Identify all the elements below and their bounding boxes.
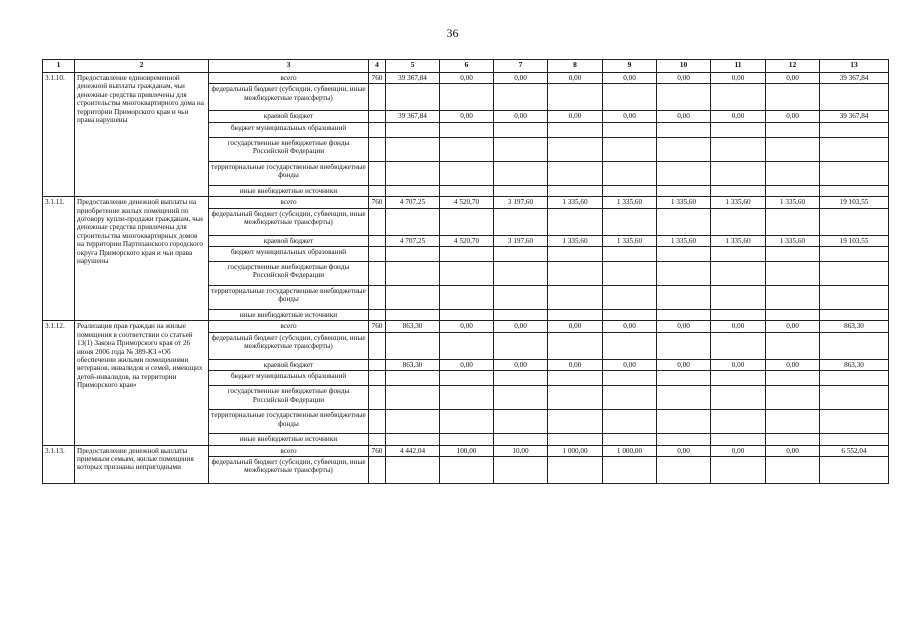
amount-cell	[494, 286, 548, 310]
header-cell: 13	[820, 60, 889, 73]
budget-code	[369, 84, 386, 111]
amount-cell	[766, 161, 820, 185]
item-code: 3.1.10.	[43, 73, 75, 197]
amount-cell	[766, 410, 820, 434]
funding-source: территориальные государственные внебюджетные фонды	[209, 286, 369, 310]
amount-cell	[603, 122, 657, 137]
table-row	[43, 197, 889, 208]
item-code: 3.1.12.	[43, 321, 75, 445]
amount-cell: 1 335,60	[711, 235, 766, 246]
amount-cell	[440, 161, 494, 185]
amount-cell: 863,30	[820, 321, 889, 332]
amount-cell	[603, 286, 657, 310]
amount-cell: 0,00	[548, 321, 603, 332]
item-name: Реализация прав граждан на жилые помещения в соответствии со статьей 13(1) Закона Приморского края от 26 июня 2006 года № 389-КЗ «Об обеспечении жилыми помещениями ветеранов, инвалидов и семей, имеющих детей-инвалидов, на территории Приморского края»	[75, 321, 209, 445]
amount-cell	[766, 247, 820, 262]
funding-source: бюджет муниципальных образований	[209, 371, 369, 386]
funding-source: краевой бюджет	[209, 235, 369, 246]
amount-cell: 0,00	[657, 111, 711, 122]
amount-cell: 4 707,25	[386, 197, 440, 208]
amount-cell: 0,00	[440, 111, 494, 122]
amount-cell	[603, 410, 657, 434]
amount-cell	[657, 434, 711, 445]
amount-cell	[603, 262, 657, 286]
amount-cell: 4 520,70	[440, 197, 494, 208]
amount-cell	[548, 332, 603, 359]
funding-source: территориальные государственные внебюджетные фонды	[209, 161, 369, 185]
amount-cell: 19 103,55	[820, 197, 889, 208]
amount-cell	[494, 457, 548, 484]
amount-cell	[603, 386, 657, 410]
budget-code	[369, 235, 386, 246]
amount-cell	[440, 386, 494, 410]
amount-cell	[711, 332, 766, 359]
amount-cell: 0,00	[766, 111, 820, 122]
amount-cell	[494, 208, 548, 235]
amount-cell: 0,00	[548, 73, 603, 84]
amount-cell	[820, 457, 889, 484]
funding-source: всего	[209, 197, 369, 208]
amount-cell: 0,00	[603, 321, 657, 332]
amount-cell: 1 000,00	[603, 445, 657, 456]
budget-code: 760	[369, 321, 386, 332]
budget-code	[369, 359, 386, 370]
amount-cell	[820, 247, 889, 262]
item-code: 3.1.11.	[43, 197, 75, 321]
funding-source: федеральный бюджет (субсидии, субвенции, иные межбюджетные трансферты)	[209, 208, 369, 235]
amount-cell: 0,00	[548, 359, 603, 370]
amount-cell: 0,00	[440, 321, 494, 332]
table-body	[43, 73, 889, 484]
amount-cell	[603, 332, 657, 359]
amount-cell	[548, 386, 603, 410]
amount-cell	[820, 371, 889, 386]
funding-source: бюджет муниципальных образований	[209, 122, 369, 137]
amount-cell	[386, 247, 440, 262]
amount-cell	[440, 122, 494, 137]
amount-cell	[440, 410, 494, 434]
amount-cell	[820, 84, 889, 111]
amount-cell: 1 335,60	[548, 197, 603, 208]
amount-cell	[494, 434, 548, 445]
amount-cell: 1 335,60	[603, 197, 657, 208]
amount-cell	[603, 247, 657, 262]
amount-cell	[548, 161, 603, 185]
amount-cell	[440, 84, 494, 111]
amount-cell	[494, 332, 548, 359]
amount-cell: 0,00	[494, 359, 548, 370]
header-cell: 12	[766, 60, 820, 73]
amount-cell	[548, 185, 603, 196]
funding-source: иные внебюджетные источники	[209, 434, 369, 445]
amount-cell	[494, 386, 548, 410]
amount-cell: 0,00	[711, 445, 766, 456]
amount-cell: 863,30	[820, 359, 889, 370]
amount-cell	[494, 122, 548, 137]
funding-source: государственные внебюджетные фонды Российской Федерации	[209, 386, 369, 410]
amount-cell: 3 197,60	[494, 197, 548, 208]
amount-cell	[766, 185, 820, 196]
amount-cell: 0,00	[494, 73, 548, 84]
budget-code: 760	[369, 445, 386, 456]
funding-source: бюджет муниципальных образований	[209, 247, 369, 262]
funding-source: всего	[209, 445, 369, 456]
amount-cell	[386, 286, 440, 310]
amount-cell: 4 520,70	[440, 235, 494, 246]
header-cell: 10	[657, 60, 711, 73]
budget-code	[369, 286, 386, 310]
amount-cell	[820, 122, 889, 137]
amount-cell	[440, 332, 494, 359]
funding-source: федеральный бюджет (субсидии, субвенции, иные межбюджетные трансферты)	[209, 84, 369, 111]
header-cell: 2	[75, 60, 209, 73]
header-cell: 1	[43, 60, 75, 73]
funding-source: государственные внебюджетные фонды Российской Федерации	[209, 262, 369, 286]
funding-source: краевой бюджет	[209, 111, 369, 122]
amount-cell	[494, 137, 548, 161]
amount-cell: 0,00	[711, 111, 766, 122]
amount-cell: 0,00	[766, 445, 820, 456]
amount-cell: 863,30	[386, 321, 440, 332]
amount-cell	[386, 457, 440, 484]
amount-cell	[820, 262, 889, 286]
amount-cell	[494, 262, 548, 286]
amount-cell	[386, 386, 440, 410]
amount-cell	[603, 84, 657, 111]
funding-source: федеральный бюджет (субсидии, субвенции, иные межбюджетные трансферты)	[209, 332, 369, 359]
amount-cell	[603, 434, 657, 445]
amount-cell: 39 367,84	[820, 73, 889, 84]
amount-cell	[548, 84, 603, 111]
amount-cell	[711, 310, 766, 321]
amount-cell: 0,00	[603, 111, 657, 122]
amount-cell	[440, 434, 494, 445]
amount-cell	[548, 286, 603, 310]
amount-cell	[386, 137, 440, 161]
amount-cell	[386, 371, 440, 386]
amount-cell: 4 707,25	[386, 235, 440, 246]
budget-code	[369, 247, 386, 262]
amount-cell: 1 335,60	[603, 235, 657, 246]
amount-cell	[766, 84, 820, 111]
amount-cell: 863,30	[386, 359, 440, 370]
amount-cell: 0,00	[494, 111, 548, 122]
amount-cell: 0,00	[766, 321, 820, 332]
amount-cell: 6 552,04	[820, 445, 889, 456]
amount-cell	[820, 137, 889, 161]
amount-cell	[820, 208, 889, 235]
amount-cell	[386, 84, 440, 111]
amount-cell	[711, 410, 766, 434]
amount-cell	[711, 286, 766, 310]
budget-code	[369, 262, 386, 286]
budget-code	[369, 332, 386, 359]
amount-cell: 0,00	[494, 321, 548, 332]
table-row	[43, 321, 889, 332]
amount-cell	[548, 371, 603, 386]
amount-cell	[820, 161, 889, 185]
amount-cell	[386, 161, 440, 185]
amount-cell: 19 103,55	[820, 235, 889, 246]
amount-cell	[494, 161, 548, 185]
header-cell: 9	[603, 60, 657, 73]
amount-cell	[494, 410, 548, 434]
amount-cell	[657, 122, 711, 137]
amount-cell	[603, 208, 657, 235]
amount-cell	[657, 84, 711, 111]
budget-code	[369, 185, 386, 196]
amount-cell: 1 335,60	[657, 197, 711, 208]
item-name: Предоставление единовременной денежной выплаты гражданам, чьи денежные средства привлечены для строительства многоквартирного дома на территории Приморского края и чьи права нарушены	[75, 73, 209, 197]
amount-cell	[657, 262, 711, 286]
amount-cell	[386, 410, 440, 434]
header-cell: 7	[494, 60, 548, 73]
amount-cell	[657, 161, 711, 185]
amount-cell	[386, 262, 440, 286]
budget-code	[369, 137, 386, 161]
funding-source: краевой бюджет	[209, 359, 369, 370]
amount-cell	[820, 332, 889, 359]
header-cell: 11	[711, 60, 766, 73]
funding-source: всего	[209, 321, 369, 332]
amount-cell	[548, 262, 603, 286]
amount-cell	[711, 262, 766, 286]
amount-cell	[657, 332, 711, 359]
amount-cell: 0,00	[766, 73, 820, 84]
amount-cell: 4 442,04	[386, 445, 440, 456]
amount-cell	[711, 84, 766, 111]
header-cell: 5	[386, 60, 440, 73]
amount-cell: 1 000,00	[548, 445, 603, 456]
header-cell: 4	[369, 60, 386, 73]
amount-cell: 0,00	[603, 359, 657, 370]
amount-cell	[494, 310, 548, 321]
amount-cell	[386, 185, 440, 196]
amount-cell: 39 367,84	[386, 73, 440, 84]
amount-cell	[766, 332, 820, 359]
amount-cell	[386, 208, 440, 235]
amount-cell	[657, 410, 711, 434]
amount-cell	[603, 310, 657, 321]
amount-cell	[820, 386, 889, 410]
amount-cell	[820, 185, 889, 196]
amount-cell: 0,00	[657, 359, 711, 370]
amount-cell	[711, 386, 766, 410]
page-number: 36	[446, 26, 459, 40]
amount-cell: 0,00	[657, 445, 711, 456]
amount-cell	[440, 310, 494, 321]
amount-cell	[386, 122, 440, 137]
amount-cell	[548, 137, 603, 161]
table-row	[43, 73, 889, 84]
amount-cell	[657, 386, 711, 410]
amount-cell: 1 335,60	[766, 197, 820, 208]
amount-cell	[766, 122, 820, 137]
amount-cell	[657, 185, 711, 196]
amount-cell	[548, 310, 603, 321]
amount-cell: 1 335,60	[548, 235, 603, 246]
amount-cell: 39 367,84	[386, 111, 440, 122]
amount-cell: 39 367,84	[820, 111, 889, 122]
amount-cell: 0,00	[603, 73, 657, 84]
amount-cell	[440, 262, 494, 286]
amount-cell: 0,00	[711, 321, 766, 332]
amount-cell: 0,00	[440, 73, 494, 84]
amount-cell	[711, 122, 766, 137]
budget-code: 760	[369, 73, 386, 84]
amount-cell	[766, 457, 820, 484]
amount-cell	[820, 310, 889, 321]
amount-cell	[440, 185, 494, 196]
amount-cell	[548, 410, 603, 434]
amount-cell	[494, 185, 548, 196]
table-row	[43, 445, 889, 456]
amount-cell	[766, 371, 820, 386]
amount-cell: 0,00	[766, 359, 820, 370]
budget-code: 760	[369, 197, 386, 208]
funding-source: территориальные государственные внебюджетные фонды	[209, 410, 369, 434]
budget-code	[369, 111, 386, 122]
budget-code	[369, 371, 386, 386]
amount-cell: 100,00	[440, 445, 494, 456]
budget-table	[42, 59, 889, 484]
amount-cell: 0,00	[657, 321, 711, 332]
amount-cell: 1 335,60	[657, 235, 711, 246]
amount-cell	[657, 310, 711, 321]
amount-cell	[711, 208, 766, 235]
budget-code	[369, 310, 386, 321]
item-name: Предоставление денежной выплаты на приобретение жилых помещений по договору купли-продажи гражданам, чьи денежные средства привлечены для строительства многоквартирных домов на территории Партизанского городского округа Приморского края и чьи права нарушены	[75, 197, 209, 321]
amount-cell	[494, 247, 548, 262]
amount-cell	[711, 185, 766, 196]
amount-cell: 0,00	[440, 359, 494, 370]
amount-cell	[657, 247, 711, 262]
amount-cell	[548, 457, 603, 484]
amount-cell	[494, 84, 548, 111]
amount-cell: 3 197,60	[494, 235, 548, 246]
amount-cell	[657, 208, 711, 235]
amount-cell	[603, 161, 657, 185]
amount-cell	[820, 286, 889, 310]
item-code: 3.1.13.	[43, 445, 75, 483]
amount-cell	[657, 371, 711, 386]
amount-cell	[766, 434, 820, 445]
amount-cell	[766, 208, 820, 235]
amount-cell	[766, 386, 820, 410]
amount-cell	[711, 434, 766, 445]
amount-cell	[820, 410, 889, 434]
amount-cell	[603, 371, 657, 386]
amount-cell	[440, 457, 494, 484]
budget-code	[369, 208, 386, 235]
budget-code	[369, 410, 386, 434]
amount-cell: 0,00	[657, 73, 711, 84]
budget-code	[369, 386, 386, 410]
amount-cell	[711, 247, 766, 262]
amount-cell	[548, 247, 603, 262]
header-cell: 8	[548, 60, 603, 73]
amount-cell	[440, 137, 494, 161]
amount-cell: 0,00	[711, 73, 766, 84]
amount-cell	[711, 371, 766, 386]
amount-cell	[386, 434, 440, 445]
amount-cell	[711, 457, 766, 484]
amount-cell	[548, 208, 603, 235]
funding-source: иные внебюджетные источники	[209, 185, 369, 196]
amount-cell	[766, 137, 820, 161]
amount-cell	[548, 434, 603, 445]
header-row	[43, 60, 889, 73]
budget-code	[369, 457, 386, 484]
amount-cell	[711, 161, 766, 185]
amount-cell	[548, 122, 603, 137]
amount-cell	[440, 286, 494, 310]
funding-source: государственные внебюджетные фонды Российской Федерации	[209, 137, 369, 161]
funding-source: всего	[209, 73, 369, 84]
header-cell: 6	[440, 60, 494, 73]
amount-cell	[711, 137, 766, 161]
budget-code	[369, 434, 386, 445]
amount-cell	[766, 262, 820, 286]
amount-cell	[766, 310, 820, 321]
amount-cell: 10,00	[494, 445, 548, 456]
amount-cell	[766, 286, 820, 310]
amount-cell	[440, 371, 494, 386]
amount-cell	[657, 137, 711, 161]
amount-cell	[494, 371, 548, 386]
amount-cell	[440, 208, 494, 235]
amount-cell	[386, 310, 440, 321]
amount-cell: 0,00	[711, 359, 766, 370]
item-name: Предоставление денежной выплаты приемным семьям, жилые помещения которых признаны непригодными	[75, 445, 209, 483]
funding-source: иные внебюджетные источники	[209, 310, 369, 321]
amount-cell	[603, 137, 657, 161]
amount-cell: 1 335,60	[711, 197, 766, 208]
amount-cell: 1 335,60	[766, 235, 820, 246]
amount-cell	[386, 332, 440, 359]
budget-code	[369, 161, 386, 185]
amount-cell	[440, 247, 494, 262]
amount-cell: 0,00	[548, 111, 603, 122]
amount-cell	[657, 457, 711, 484]
amount-cell	[657, 286, 711, 310]
amount-cell	[603, 457, 657, 484]
budget-code	[369, 122, 386, 137]
amount-cell	[603, 185, 657, 196]
header-cell: 3	[209, 60, 369, 73]
amount-cell	[820, 434, 889, 445]
funding-source: федеральный бюджет (субсидии, субвенции, иные межбюджетные трансферты)	[209, 457, 369, 484]
